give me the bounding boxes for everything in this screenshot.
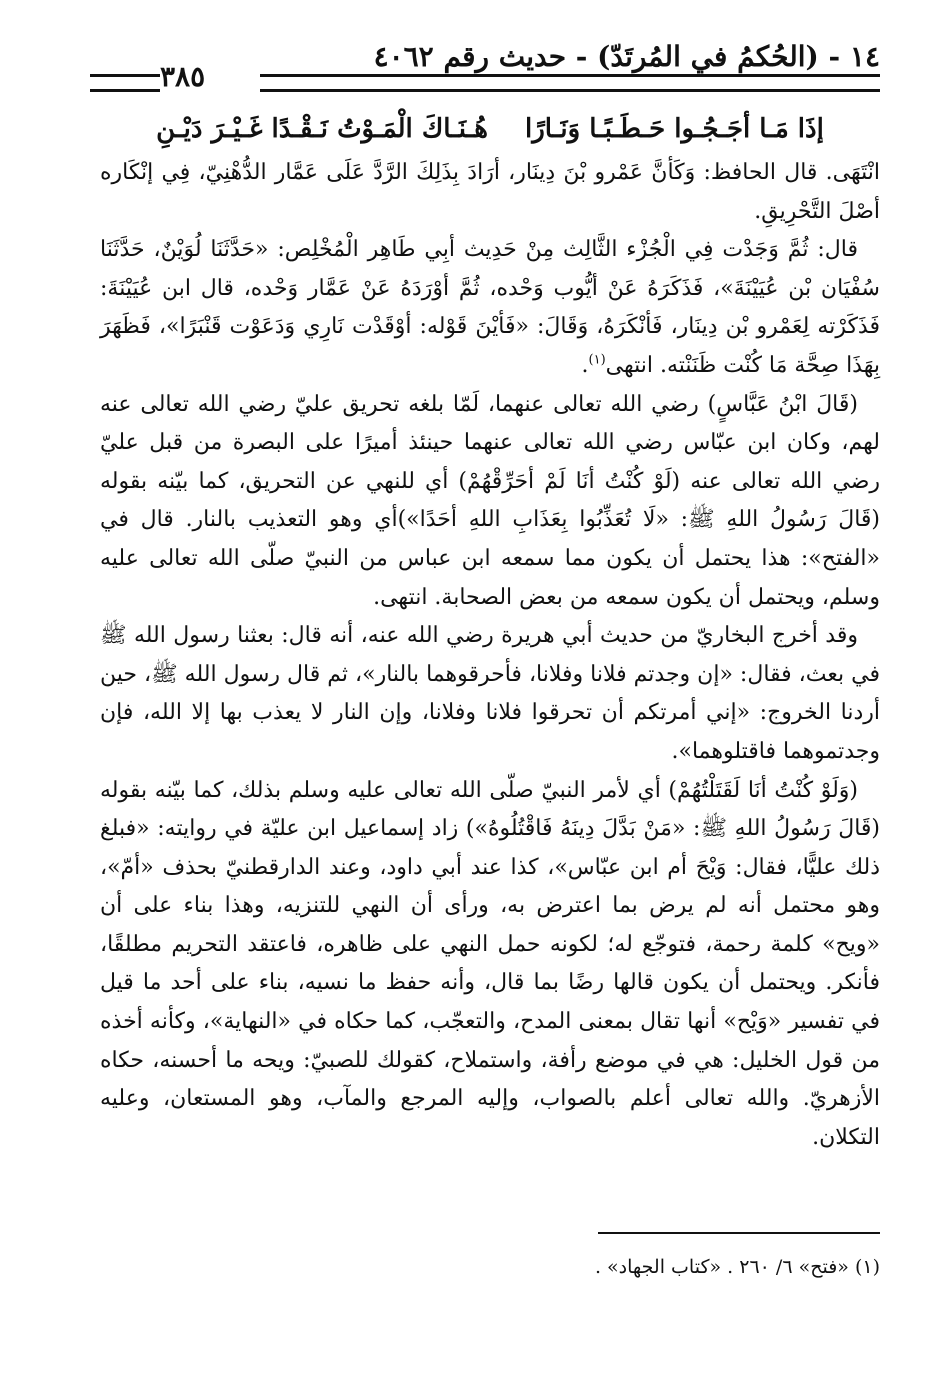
page-header <box>90 40 880 100</box>
poem-verse <box>100 108 880 150</box>
footnote-reference[interactable]: (١) <box>588 352 606 368</box>
footnote-1: (١) «فتح» ٦/ ٢٦٠ . «كتاب الجهاد» . <box>594 1256 880 1278</box>
header-rule-right <box>260 74 880 92</box>
page-body <box>100 108 880 1157</box>
paragraph-1: انْتَهَى. قال الحافظ: وَكَأنَّ عَمْرو بْنَ دِينَار، أرَادَ بِذَلِكَ الرَّدَّ عَلَى عَمَّار الدُّهْنِيّ، فِي إنْكَاره أصْلَ التَّحْرِيقِ. <box>100 160 880 224</box>
paragraph-4: وقد أخرج البخاريّ من حديث أبي هريرة رضي الله عنه، أنه قال: بعثنا رسول الله ﷺ في بعث، فقال: «إن وجدتم فلانا وفلانا، فأحرقوهما بالنار»، ثم قال رسول الله ﷺ، حين أردنا الخروج: «إني أمرتكم أن تحرقوا فلانا وفلانا، وإن النار لا يعذب بها إلا الله، فإن وجدتموهما فاقتلوهما». <box>100 623 880 764</box>
header-rule-left <box>90 74 160 92</box>
poem-hemistich-second: هُـنَـاكَ الْمَـوْتُ نَـقْـدًا غَـيْـرَ دَيْـنِ <box>156 114 488 144</box>
poem-hemistich-first: إذَا مَـا أجَـجُـوا حَـطَـبًـا وَنَـارًا <box>525 114 824 144</box>
paragraph-2-text: قال: ثُمَّ وَجَدْت فِي الْجُزْء الثَّالِث مِنْ حَدِيث أبِي طَاهِر الْمُخْلِص: «حَدَّثَنَا لُوَيْنٌ، حَدَّثَنَا سُفْيَان بْن عُيَيْنَةَ»، فَذَكَرَهُ عَنْ أيُّوب وَحْده، ثُمَّ أوْرَدَهُ عَنْ عَمَّار وَحْده، قال ابن عُيَيْنَةَ: فَذَكَرْته لِعَمْرو بْن دِينَار، فَأنْكَرَهُ، وَقَالَ: «فَأيْنَ قَوْله: أوْقَدْت نَارِي وَدَعَوْت قَنْبَرًا»، فَظَهَرَ بِهَذَا صِحَّة مَا كُنْت ظَنَنْته. انتهى <box>100 237 880 378</box>
page-number: ٣٨٥ <box>160 60 206 93</box>
paragraph-3: (قَالَ ابْنُ عَبَّاسٍ) رضي الله تعالى عنهما، لَمّا بلغه تحريق عليّ رضي الله تعالى عنه لهم، وكان ابن عبّاس رضي الله تعالى عنهما حينئذ أميرًا على البصرة من قبل عليّ رضي الله تعالى عنه (لَوْ كُنْتُ أنَا لَمْ أحَرِّقْهُمْ) أي للنهي عن التحريق، كما بيّنه بقوله (قَالَ رَسُولُ اللهِ ﷺ: «لَا تُعَذِّبُوا بِعَذَابِ اللهِ أحَدًا»)أي وهو التعذيب بالنار. قال في «الفتح»: هذا يحتمل أن يكون مما سمعه ابن عباس من النبيّ صلّى الله تعالى عليه وسلم، ويحتمل أن يكون سمعه من بعض الصحابة. انتهى. <box>100 391 880 610</box>
footnote-separator <box>598 1232 880 1234</box>
paragraph-2: قال: ثُمَّ وَجَدْت فِي الْجُزْء الثَّالِث مِنْ حَدِيث أبِي طَاهِر الْمُخْلِص: «حَدَّثَنَا لُوَيْنٌ، حَدَّثَنَا سُفْيَان بْن عُيَيْنَةَ»، فَذَكَرَهُ عَنْ أيُّوب وَحْده، ثُمَّ أوْرَدَهُ عَنْ عَمَّار وَحْده، قال ابن عُيَيْنَةَ: فَذَكَرْته لِعَمْرو بْن دِينَار، فَأنْكَرَهُ، وَقَالَ: «فَأيْنَ قَوْله: أوْقَدْت نَارِي وَدَعَوْت قَنْبَرًا»، فَظَهَرَ بِهَذَا صِحَّة مَا كُنْت ظَنَنْته. انتهى$^{(١)}$. <box>100 237 880 378</box>
running-title: ١٤ - (الحُكمُ في المُرتَدّ) - حديث رقم ٤٠٦٢ <box>373 40 880 73</box>
paragraph-5: (وَلَوْ كُنْتُ أنَا لَقَتَلْتُهُمْ) أي لأمر النبيّ صلّى الله تعالى عليه وسلم بذلك، كما بيّنه بقوله (قَالَ رَسُولُ اللهِ ﷺ: «مَنْ بَدَّلَ دِينَهُ فَاقْتُلُوهُ») زاد إسماعيل ابن عليّة في روايته: «فبلغ ذلك عليًّا، فقال: وَيْحَ أم ابن عبّاس»، كذا عند أبي داود، وعند الدارقطنيّ بحذف «أمّ»، وهو محتمل أنه لم يرض بما اعترض به، ورأى أن النهي للتنزيه، وهذا بناء على أن «ويح» كلمة رحمة، فتوجّع له؛ لكونه حمل النهي على ظاهره، فاعتقد التحريم مطلقًا، فأنكر. ويحتمل أن يكون قالها رضًا بما قال، وأنه حفظ ما نسيه، بناء على أحد ما قيل في تفسير «وَيْح» أنها تقال بمعنى المدح، والتعجّب، كما حكاه في «النهاية»، وكأنه أخذه من قول الخليل: هي في موضع رأفة، واستملاح، كقولك للصبيّ: ويحه ما أحسنه، حكاه الأزهريّ. والله تعالى أعلم بالصواب، وإليه المرجع والمآب، وهو المستعان، وعليه التكلان. <box>100 777 880 1150</box>
